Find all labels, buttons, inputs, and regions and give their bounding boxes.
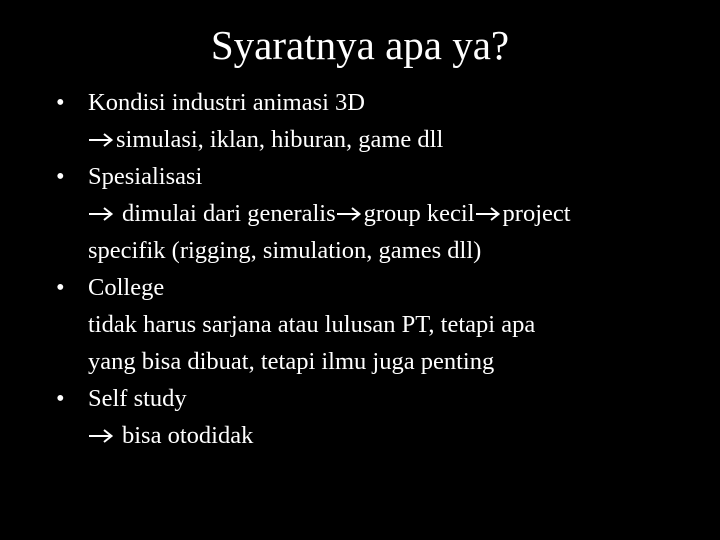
bullet-dot: • [56,385,65,412]
bullet-dot: • [56,274,65,301]
right-arrow-icon [336,206,362,222]
bullet-detail-continuation: specifik (rigging, simulation, games dll) [88,237,482,264]
bullet-item-spesialisasi [56,158,676,269]
bullet-detail-line: tidak harus sarjana atau lulusan PT, tetapi apa [88,311,536,338]
bullet-detail-line [88,417,676,454]
slide-title: Syaratnya apa ya? [210,22,510,68]
bullet-detail-text: dimulai dari generalis [122,200,336,227]
bullet-detail-text: group kecil [363,200,475,227]
bullet-detail-line [88,195,676,232]
bullet-dot: • [56,89,65,116]
bullet-heading: College [88,274,165,301]
bullet-dot: • [56,163,65,190]
right-arrow-icon [88,132,114,148]
bullet-detail-text: project [502,200,571,227]
bullet-heading: Self study [88,385,187,412]
bullet-heading: Spesialisasi [88,163,203,190]
bullet-detail-line: yang bisa dibuat, tetapi ilmu juga penting [88,348,495,375]
bullet-detail-text: simulasi, iklan, hiburan, game dll [116,126,444,153]
bullet-heading: Kondisi industri animasi 3D [88,89,365,116]
right-arrow-icon [88,206,114,222]
bullet-item-college [56,269,676,380]
right-arrow-icon [475,206,501,222]
bullet-item-kondisi [56,84,676,158]
bullet-item-self-study [56,380,676,454]
bullet-detail-text: bisa otodidak [122,422,254,449]
bullet-detail-line [88,121,676,158]
right-arrow-icon [88,428,114,444]
slide-body [56,84,676,454]
